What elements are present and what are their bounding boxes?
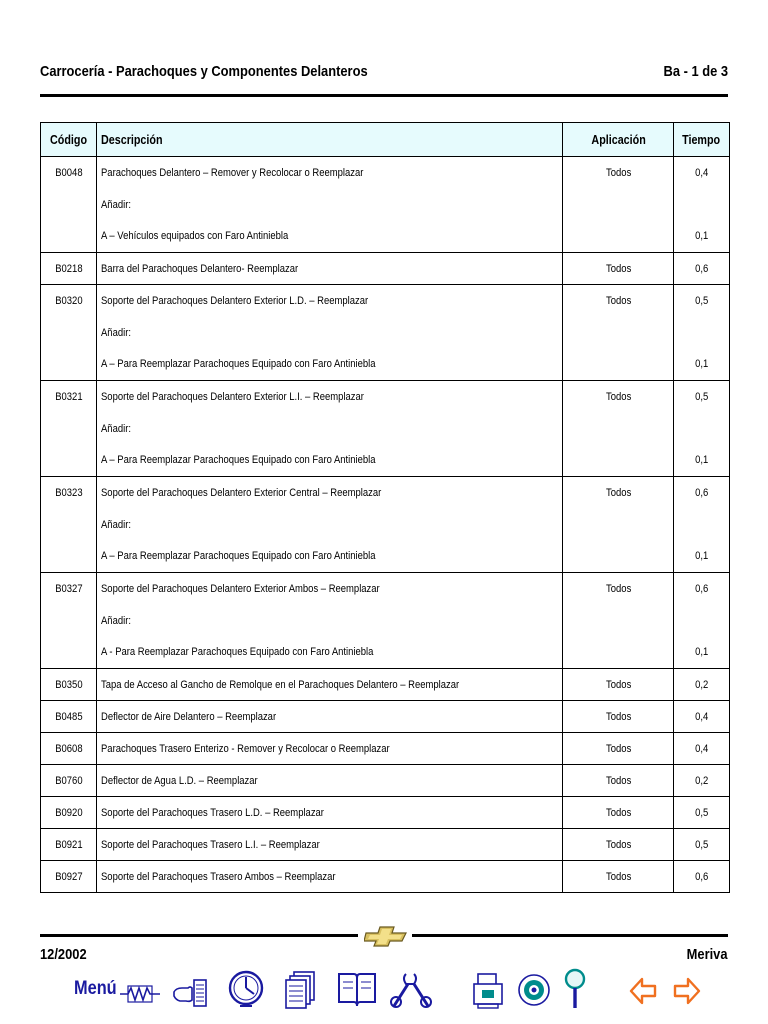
cell-code: B0920	[41, 797, 97, 829]
cell-time: 0,1	[674, 445, 730, 477]
pointing-hand-icon[interactable]	[172, 966, 210, 1012]
cell-code	[41, 413, 97, 445]
cell-application: Todos	[563, 829, 674, 861]
cell-time: 0,1	[674, 349, 730, 381]
table-row	[41, 573, 730, 605]
cell-application: Todos	[563, 765, 674, 797]
cell-application: Todos	[563, 701, 674, 733]
cell-application: Todos	[563, 157, 674, 189]
cell-description: Soporte del Parachoques Trasero L.I. – Reemplazar	[96, 829, 563, 861]
table-row	[41, 797, 730, 829]
cell-code	[41, 221, 97, 253]
bowtie-logo-icon	[364, 924, 408, 948]
cell-application: Todos	[563, 669, 674, 701]
cell-description: Parachoques Trasero Enterizo - Remover y Recolocar o Reemplazar	[96, 733, 563, 765]
cell-code	[41, 349, 97, 381]
column-header-application: Aplicación	[563, 123, 674, 157]
cell-description: A - Para Reemplazar Parachoques Equipado con Faro Antiniebla	[96, 637, 563, 669]
cell-description: Deflector de Agua L.D. – Reemplazar	[96, 765, 563, 797]
cell-time: 0,5	[674, 381, 730, 413]
cell-code	[41, 541, 97, 573]
cell-description: Soporte del Parachoques Trasero L.D. – Reemplazar	[96, 797, 563, 829]
cell-time	[674, 509, 730, 541]
cell-description: Barra del Parachoques Delantero- Reemplazar	[96, 253, 563, 285]
cell-time: 0,6	[674, 477, 730, 509]
cell-description: Soporte del Parachoques Delantero Exterior Ambos – Reemplazar	[96, 573, 563, 605]
cell-code: B0218	[41, 253, 97, 285]
cell-code: B0350	[41, 669, 97, 701]
cell-time	[674, 413, 730, 445]
cell-code: B0608	[41, 733, 97, 765]
cell-code	[41, 637, 97, 669]
table-row	[41, 541, 730, 573]
table-row	[41, 413, 730, 445]
cell-application: Todos	[563, 733, 674, 765]
cell-code	[41, 317, 97, 349]
table-body	[41, 157, 730, 893]
cell-application	[563, 413, 674, 445]
table-header-row	[41, 123, 730, 157]
cell-description: A – Para Reemplazar Parachoques Equipado con Faro Antiniebla	[96, 349, 563, 381]
navigation-bar	[0, 962, 768, 1016]
cell-code	[41, 445, 97, 477]
cell-code: B0485	[41, 701, 97, 733]
cell-time: 0,6	[674, 573, 730, 605]
cell-code: B0321	[41, 381, 97, 413]
cell-application	[563, 349, 674, 381]
table-row	[41, 733, 730, 765]
table-row	[41, 861, 730, 893]
clock-icon[interactable]	[226, 966, 266, 1012]
cell-description: Deflector de Aire Delantero – Reemplazar	[96, 701, 563, 733]
cell-time: 0,5	[674, 797, 730, 829]
table-row	[41, 221, 730, 253]
cell-description: A – Para Reemplazar Parachoques Equipado con Faro Antiniebla	[96, 541, 563, 573]
cell-description: Parachoques Delantero – Remover y Recolocar o Reemplazar	[96, 157, 563, 189]
cell-application: Todos	[563, 861, 674, 893]
table-row	[41, 829, 730, 861]
cell-application: Todos	[563, 573, 674, 605]
cell-application: Todos	[563, 797, 674, 829]
cell-code	[41, 605, 97, 637]
column-header-time: Tiempo	[674, 123, 730, 157]
cell-description: Añadir:	[96, 189, 563, 221]
cell-code: B0323	[41, 477, 97, 509]
cell-time: 0,6	[674, 861, 730, 893]
cell-description: Soporte del Parachoques Trasero Ambos – Reemplazar	[96, 861, 563, 893]
table-row	[41, 605, 730, 637]
arrow-left-icon[interactable]	[628, 966, 658, 1012]
cell-application: Todos	[563, 477, 674, 509]
table-row	[41, 317, 730, 349]
footer-rule-left	[40, 934, 358, 937]
cell-application	[563, 189, 674, 221]
page-number: Ba - 1 de 3	[663, 63, 728, 80]
cell-description: Soporte del Parachoques Delantero Exterior L.D. – Reemplazar	[96, 285, 563, 317]
cell-time: 0,1	[674, 221, 730, 253]
cell-application: Todos	[563, 285, 674, 317]
page-title: Carrocería - Parachoques y Componentes Delanteros	[40, 63, 368, 80]
cell-application	[563, 317, 674, 349]
cell-description: Añadir:	[96, 317, 563, 349]
menu-button[interactable]: Menú	[74, 978, 117, 999]
table-row	[41, 701, 730, 733]
cell-description: A – Vehículos equipados con Faro Antiniebla	[96, 221, 563, 253]
cell-application	[563, 221, 674, 253]
table-row	[41, 669, 730, 701]
cell-code: B0048	[41, 157, 97, 189]
book-icon[interactable]	[336, 966, 378, 1012]
table-row	[41, 445, 730, 477]
table-row	[41, 189, 730, 221]
table-row	[41, 381, 730, 413]
documents-icon[interactable]	[284, 966, 320, 1012]
table-row	[41, 285, 730, 317]
table-row	[41, 157, 730, 189]
cell-time	[674, 605, 730, 637]
cell-time: 0,2	[674, 669, 730, 701]
cell-application	[563, 637, 674, 669]
cell-application: Todos	[563, 253, 674, 285]
cell-time: 0,4	[674, 157, 730, 189]
footer-date: 12/2002	[40, 946, 87, 963]
cell-time: 0,5	[674, 285, 730, 317]
cell-code: B0320	[41, 285, 97, 317]
cell-code	[41, 509, 97, 541]
cell-application	[563, 605, 674, 637]
column-header-code: Código	[41, 123, 97, 157]
cell-description: Soporte del Parachoques Delantero Exterior L.I. – Reemplazar	[96, 381, 563, 413]
table-row	[41, 637, 730, 669]
eye-icon[interactable]	[516, 966, 552, 1012]
cell-time: 0,1	[674, 541, 730, 573]
table-row	[41, 509, 730, 541]
footer-rule-right	[412, 934, 728, 937]
column-header-description: Descripción	[96, 123, 563, 157]
cell-time: 0,5	[674, 829, 730, 861]
cell-code: B0760	[41, 765, 97, 797]
table-row	[41, 349, 730, 381]
cell-code: B0921	[41, 829, 97, 861]
page-header	[40, 63, 728, 97]
magnifier-icon[interactable]	[562, 966, 588, 1012]
table-row	[41, 477, 730, 509]
cell-time: 0,2	[674, 765, 730, 797]
cell-code: B0927	[41, 861, 97, 893]
cell-description: A – Para Reemplazar Parachoques Equipado con Faro Antiniebla	[96, 445, 563, 477]
cell-description: Tapa de Acceso al Gancho de Remolque en el Parachoques Delantero – Reemplazar	[96, 669, 563, 701]
footer-model: Meriva	[687, 946, 728, 963]
cell-time: 0,6	[674, 253, 730, 285]
cell-time: 0,4	[674, 733, 730, 765]
tools-icon[interactable]	[388, 966, 434, 1012]
cell-application: Todos	[563, 381, 674, 413]
table-row	[41, 253, 730, 285]
cell-application	[563, 445, 674, 477]
cell-time: 0,1	[674, 637, 730, 669]
cell-time: 0,4	[674, 701, 730, 733]
cell-application	[563, 541, 674, 573]
printer-icon[interactable]	[472, 966, 504, 1012]
cell-time	[674, 317, 730, 349]
cell-code	[41, 189, 97, 221]
cell-description: Añadir:	[96, 509, 563, 541]
arrow-right-icon[interactable]	[672, 966, 702, 1012]
table-row	[41, 765, 730, 797]
cell-description: Añadir:	[96, 605, 563, 637]
operations-table	[40, 122, 730, 893]
cell-time	[674, 189, 730, 221]
resistor-icon[interactable]	[118, 966, 162, 1012]
cell-description: Añadir:	[96, 413, 563, 445]
cell-application	[563, 509, 674, 541]
cell-description: Soporte del Parachoques Delantero Exterior Central – Reemplazar	[96, 477, 563, 509]
cell-code: B0327	[41, 573, 97, 605]
